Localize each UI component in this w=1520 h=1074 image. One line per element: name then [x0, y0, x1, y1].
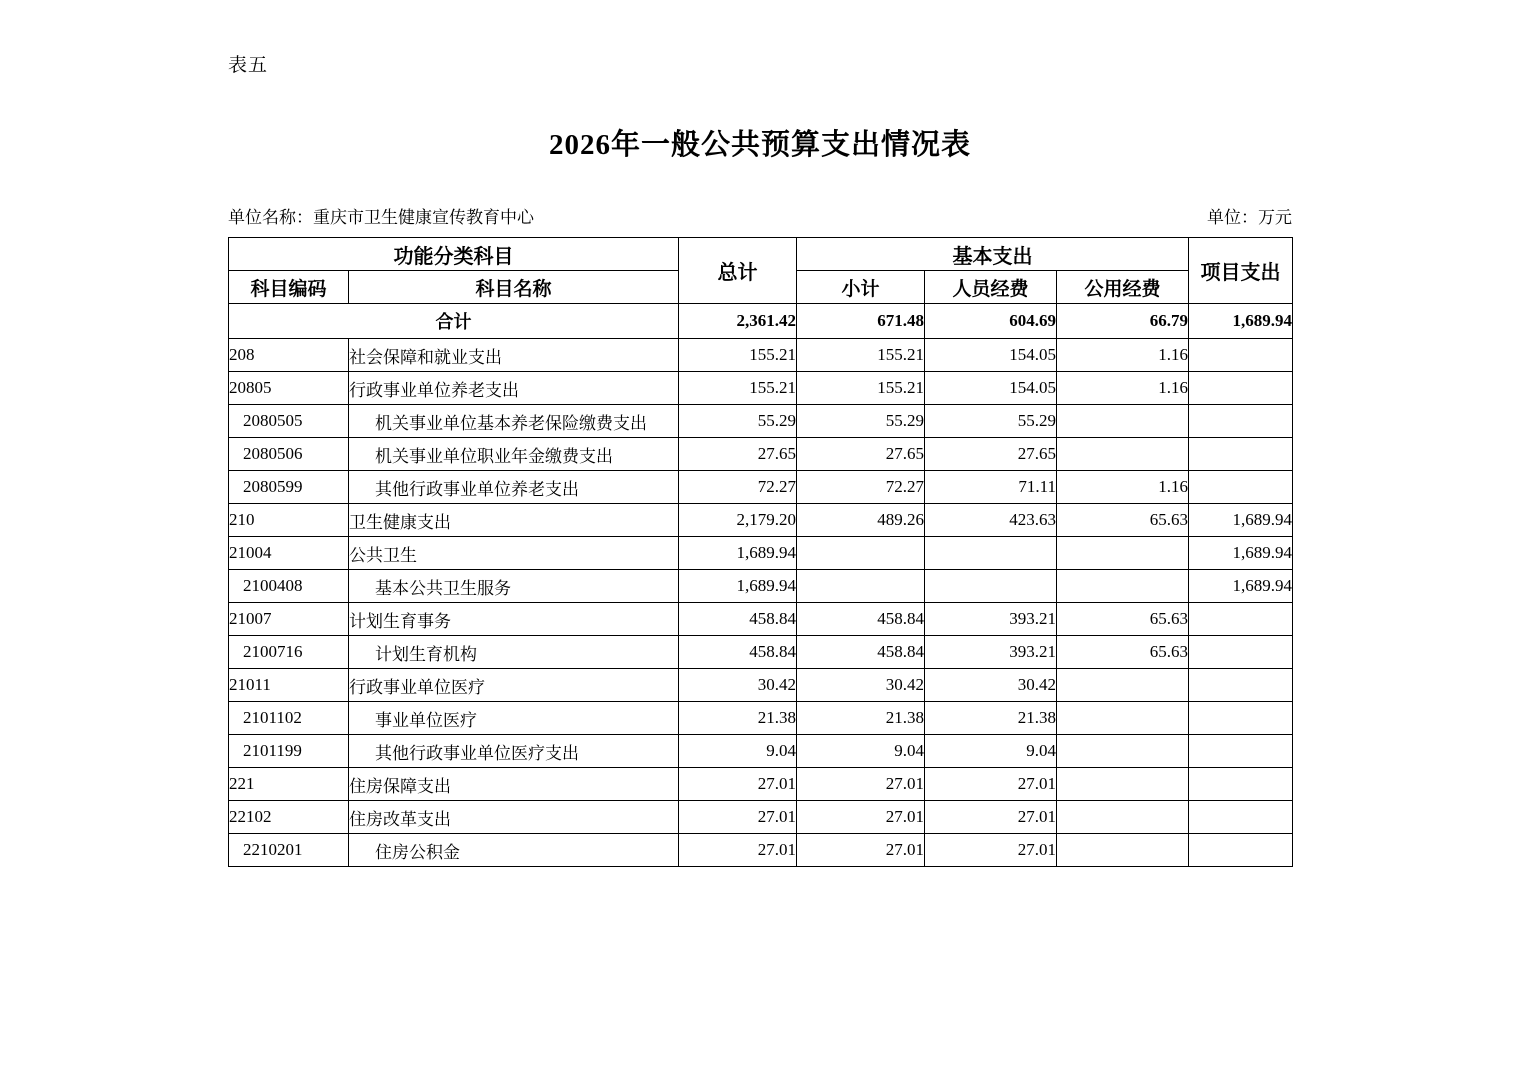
page-title: 2026年一般公共预算支出情况表: [548, 129, 971, 161]
row-total: 9.04: [679, 735, 797, 768]
total-row-project: 1,689.94: [1189, 304, 1293, 339]
row-subtotal: 27.01: [797, 768, 925, 801]
row-personnel: 27.01: [925, 768, 1057, 801]
table-row: [229, 570, 1293, 603]
row-project: [1189, 768, 1293, 801]
row-subject-code: 2100408: [229, 570, 349, 603]
row-total: 1,689.94: [679, 570, 797, 603]
row-subject-code: 2080505: [229, 405, 349, 438]
row-subject-name: 机关事业单位基本养老保险缴费支出: [349, 405, 679, 438]
row-public: [1057, 801, 1189, 834]
row-subject-name: 其他行政事业单位医疗支出: [349, 735, 679, 768]
row-project: 1,689.94: [1189, 504, 1293, 537]
row-total: 27.01: [679, 801, 797, 834]
row-subject-code: 2080599: [229, 471, 349, 504]
row-personnel: [925, 570, 1057, 603]
row-public: 1.16: [1057, 339, 1189, 372]
total-row-label: 合计: [229, 304, 679, 339]
row-public: [1057, 438, 1189, 471]
table-row: [229, 603, 1293, 636]
row-project: 1,689.94: [1189, 570, 1293, 603]
row-subtotal: 27.01: [797, 801, 925, 834]
total-row-personnel: 604.69: [925, 304, 1057, 339]
row-public: 1.16: [1057, 372, 1189, 405]
row-subtotal: 30.42: [797, 669, 925, 702]
row-subject-code: 21004: [229, 537, 349, 570]
table-row: [229, 471, 1293, 504]
row-project: [1189, 471, 1293, 504]
row-subject-code: 2210201: [229, 834, 349, 867]
row-subject-code: 21011: [229, 669, 349, 702]
row-public: [1057, 834, 1189, 867]
meta-row: [228, 203, 1292, 228]
row-personnel: 154.05: [925, 339, 1057, 372]
row-personnel: 30.42: [925, 669, 1057, 702]
row-personnel: 71.11: [925, 471, 1057, 504]
row-subject-code: 2101102: [229, 702, 349, 735]
row-total: 72.27: [679, 471, 797, 504]
row-personnel: 21.38: [925, 702, 1057, 735]
row-public: [1057, 768, 1189, 801]
total-row-public: 66.79: [1057, 304, 1189, 339]
row-subtotal: 27.01: [797, 834, 925, 867]
header-personnel-cost: 人员经费: [925, 271, 1057, 304]
row-project: 1,689.94: [1189, 537, 1293, 570]
table-header-row-1: [229, 238, 1293, 271]
header-basic-expenditure: 基本支出: [797, 238, 1189, 271]
row-subject-name: 卫生健康支出: [349, 504, 679, 537]
row-personnel: [925, 537, 1057, 570]
total-row-total: 2,361.42: [679, 304, 797, 339]
table-row: [229, 372, 1293, 405]
row-project: [1189, 438, 1293, 471]
row-personnel: 423.63: [925, 504, 1057, 537]
row-project: [1189, 735, 1293, 768]
row-subject-name: 机关事业单位职业年金缴费支出: [349, 438, 679, 471]
row-subtotal: 155.21: [797, 372, 925, 405]
row-subject-code: 20805: [229, 372, 349, 405]
row-total: 27.65: [679, 438, 797, 471]
row-total: 1,689.94: [679, 537, 797, 570]
unit-name-label: 单位名称：: [228, 208, 313, 227]
row-subtotal: 9.04: [797, 735, 925, 768]
table-row: [229, 801, 1293, 834]
unit-name-value: 重庆市卫生健康宣传教育中心: [313, 208, 534, 227]
row-subtotal: 458.84: [797, 636, 925, 669]
row-subtotal: 489.26: [797, 504, 925, 537]
row-public: [1057, 735, 1189, 768]
row-total: 458.84: [679, 603, 797, 636]
table-body: [229, 304, 1293, 867]
row-total: 27.01: [679, 834, 797, 867]
row-subtotal: 27.65: [797, 438, 925, 471]
row-personnel: 154.05: [925, 372, 1057, 405]
header-subject-code: 科目编码: [229, 271, 349, 304]
table-row: [229, 537, 1293, 570]
row-project: [1189, 636, 1293, 669]
row-personnel: 27.01: [925, 801, 1057, 834]
row-subtotal: 55.29: [797, 405, 925, 438]
table-row: [229, 438, 1293, 471]
unit-name-block: [228, 203, 534, 228]
table-row: [229, 669, 1293, 702]
row-total: 55.29: [679, 405, 797, 438]
row-personnel: 27.01: [925, 834, 1057, 867]
row-total: 155.21: [679, 339, 797, 372]
row-subject-name: 社会保障和就业支出: [349, 339, 679, 372]
table-total-row: [229, 304, 1293, 339]
header-total: 总计: [679, 238, 797, 304]
row-subject-code: 22102: [229, 801, 349, 834]
table-head: [229, 238, 1293, 304]
row-subject-code: 208: [229, 339, 349, 372]
total-row-subtotal: 671.48: [797, 304, 925, 339]
row-public: 65.63: [1057, 636, 1189, 669]
row-personnel: 393.21: [925, 636, 1057, 669]
row-total: 2,179.20: [679, 504, 797, 537]
budget-table: [228, 237, 1293, 867]
row-public: [1057, 405, 1189, 438]
table-row: [229, 504, 1293, 537]
header-project-expenditure: 项目支出: [1189, 238, 1293, 304]
row-project: [1189, 372, 1293, 405]
row-subject-name: 公共卫生: [349, 537, 679, 570]
row-personnel: 9.04: [925, 735, 1057, 768]
row-project: [1189, 801, 1293, 834]
sheet-label: 表五: [228, 55, 269, 76]
row-project: [1189, 702, 1293, 735]
row-public: [1057, 537, 1189, 570]
table-row: [229, 834, 1293, 867]
row-project: [1189, 834, 1293, 867]
row-subject-code: 2100716: [229, 636, 349, 669]
row-public: 65.63: [1057, 603, 1189, 636]
amount-unit-label: 单位：万元: [1207, 208, 1292, 227]
row-subject-name: 住房保障支出: [349, 768, 679, 801]
row-total: 27.01: [679, 768, 797, 801]
table-row: [229, 702, 1293, 735]
row-subject-code: 221: [229, 768, 349, 801]
row-subject-code: 2101199: [229, 735, 349, 768]
header-function-group: 功能分类科目: [229, 238, 679, 271]
row-total: 21.38: [679, 702, 797, 735]
header-public-cost: 公用经费: [1057, 271, 1189, 304]
row-public: [1057, 702, 1189, 735]
row-subject-code: 2080506: [229, 438, 349, 471]
row-public: [1057, 669, 1189, 702]
row-personnel: 55.29: [925, 405, 1057, 438]
row-project: [1189, 603, 1293, 636]
row-subject-name: 事业单位医疗: [349, 702, 679, 735]
row-personnel: 393.21: [925, 603, 1057, 636]
row-subject-name: 其他行政事业单位养老支出: [349, 471, 679, 504]
row-subtotal: 458.84: [797, 603, 925, 636]
row-project: [1189, 669, 1293, 702]
table-row: [229, 339, 1293, 372]
row-public: 1.16: [1057, 471, 1189, 504]
row-subtotal: 72.27: [797, 471, 925, 504]
row-subject-name: 行政事业单位医疗: [349, 669, 679, 702]
row-subject-name: 计划生育事务: [349, 603, 679, 636]
row-subtotal: [797, 570, 925, 603]
header-subject-name: 科目名称: [349, 271, 679, 304]
row-subject-name: 住房公积金: [349, 834, 679, 867]
row-subject-code: 210: [229, 504, 349, 537]
row-total: 155.21: [679, 372, 797, 405]
row-total: 458.84: [679, 636, 797, 669]
row-subject-name: 住房改革支出: [349, 801, 679, 834]
table-row: [229, 405, 1293, 438]
row-subject-code: 21007: [229, 603, 349, 636]
row-total: 30.42: [679, 669, 797, 702]
row-subtotal: [797, 537, 925, 570]
row-public: 65.63: [1057, 504, 1189, 537]
table-row: [229, 768, 1293, 801]
row-project: [1189, 339, 1293, 372]
table-row: [229, 735, 1293, 768]
row-subtotal: 21.38: [797, 702, 925, 735]
header-subtotal: 小计: [797, 271, 925, 304]
row-project: [1189, 405, 1293, 438]
table-row: [229, 636, 1293, 669]
row-subtotal: 155.21: [797, 339, 925, 372]
row-subject-name: 基本公共卫生服务: [349, 570, 679, 603]
row-public: [1057, 570, 1189, 603]
row-subject-name: 计划生育机构: [349, 636, 679, 669]
row-subject-name: 行政事业单位养老支出: [349, 372, 679, 405]
row-personnel: 27.65: [925, 438, 1057, 471]
